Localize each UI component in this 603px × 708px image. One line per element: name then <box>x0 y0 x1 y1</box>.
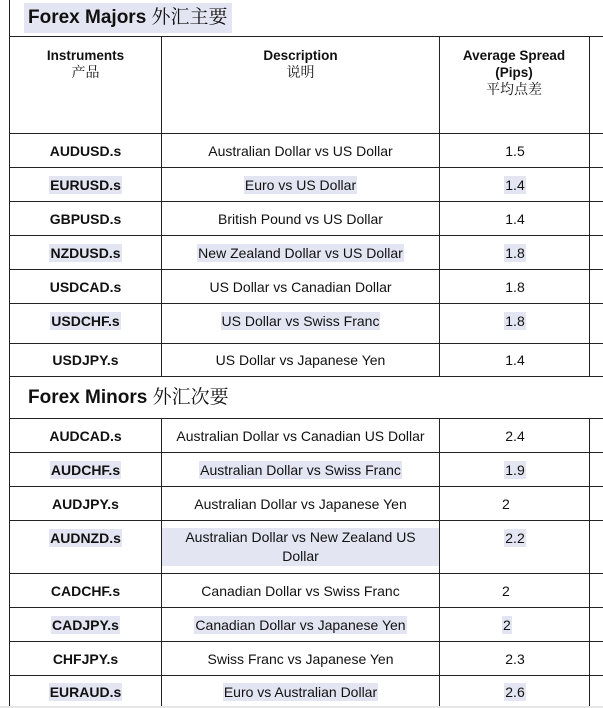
description-cell <box>162 202 439 235</box>
table-row <box>9 574 603 607</box>
instrument-code: USDCHF.s <box>51 312 120 329</box>
table-row <box>9 202 603 235</box>
spread-value: 1.4 <box>505 176 525 193</box>
spread-value: 1.5 <box>505 142 525 159</box>
description-cell <box>162 487 439 520</box>
spread-value: 2 <box>503 616 511 633</box>
description-cell <box>162 453 439 486</box>
instrument-cell <box>10 521 161 573</box>
description-cell <box>162 521 439 573</box>
table-row <box>9 344 603 376</box>
description-cell <box>162 574 439 607</box>
spread-cell <box>440 134 590 167</box>
description-cell <box>162 344 439 376</box>
instrument-cell <box>10 642 161 675</box>
description-cell <box>162 304 439 337</box>
instrument-cell <box>10 202 161 235</box>
description-text: British Pound vs US Dollar <box>218 210 383 227</box>
instrument-code: AUDNZD.s <box>50 530 121 546</box>
instrument-cell <box>10 134 161 167</box>
description-cell <box>162 642 439 675</box>
header-instruments-zh: 产品 <box>71 64 100 80</box>
description-text: US Dollar vs Swiss Franc <box>221 312 380 329</box>
description-text: Australian Dollar vs Canadian US Dollar <box>176 427 425 444</box>
table-row <box>9 270 603 303</box>
description-text: US Dollar vs Canadian Dollar <box>209 278 392 295</box>
spread-cell <box>440 574 590 607</box>
majors-title-en: Forex Majors <box>28 7 147 28</box>
instrument-code: NZDUSD.s <box>50 244 121 261</box>
description-text: US Dollar vs Japanese Yen <box>215 352 386 368</box>
spread-value: 2 <box>502 495 510 512</box>
header-average-spread <box>450 47 578 98</box>
table-row <box>9 236 603 269</box>
spread-value: 1.8 <box>505 244 525 261</box>
table-row <box>9 676 603 707</box>
description-text: Canadian Dollar vs Japanese Yen <box>195 616 406 633</box>
spread-value: 1.4 <box>505 352 525 368</box>
spread-cell <box>440 236 590 269</box>
instrument-code: EURUSD.s <box>50 176 121 193</box>
table-row <box>9 134 603 167</box>
header-instruments-en: Instruments <box>46 48 125 63</box>
header-spread-en: Average Spread (Pips) <box>462 48 566 80</box>
instrument-code: CHFJPY.s <box>52 650 119 667</box>
spread-value: 2 <box>502 582 510 599</box>
description-cell <box>162 236 439 269</box>
instrument-code: AUDCHF.s <box>50 461 121 478</box>
description-text: Australian Dollar vs US Dollar <box>208 142 393 159</box>
header-instruments <box>10 47 161 81</box>
spread-cell <box>440 168 590 201</box>
table-row <box>9 453 603 486</box>
spread-value: 2.6 <box>505 683 525 700</box>
description-cell <box>162 270 439 303</box>
spread-cell <box>440 453 590 486</box>
description-text: Euro vs Australian Dollar <box>223 683 378 700</box>
instrument-code: AUDUSD.s <box>49 142 122 159</box>
spread-cell <box>440 304 590 337</box>
instrument-code: CADCHF.s <box>50 582 121 599</box>
instrument-cell <box>10 676 161 707</box>
table-row <box>9 487 603 520</box>
instrument-cell <box>10 487 161 520</box>
description-cell <box>162 134 439 167</box>
spread-value: 2.3 <box>505 650 525 667</box>
spread-cell <box>440 419 590 452</box>
instrument-code: USDCAD.s <box>49 278 122 295</box>
spread-value: 2.2 <box>505 530 525 546</box>
spread-value: 1.8 <box>505 312 525 329</box>
spread-value: 1.9 <box>505 461 525 478</box>
description-text: Swiss Franc vs Japanese Yen <box>207 650 394 667</box>
instrument-code: EURAUD.s <box>49 683 122 700</box>
instrument-code: AUDJPY.s <box>52 495 119 512</box>
majors-section-title <box>24 3 232 33</box>
minors-section-title <box>24 383 233 413</box>
instrument-cell <box>10 419 161 452</box>
instrument-code: CADJPY.s <box>52 616 119 633</box>
instrument-code: AUDCAD.s <box>49 427 122 444</box>
spread-cell <box>440 608 590 641</box>
spread-cell <box>440 344 590 376</box>
description-text: Euro vs US Dollar <box>244 176 357 193</box>
header-description-zh: 说明 <box>286 64 315 80</box>
description-text: New Zealand Dollar vs US Dollar <box>198 244 403 261</box>
table-row <box>9 304 603 337</box>
description-text: Australian Dollar vs Swiss Franc <box>200 461 401 478</box>
spread-value: 2.4 <box>505 427 525 444</box>
instrument-code: GBPUSD.s <box>49 210 122 227</box>
spread-value: 1.8 <box>505 278 525 295</box>
spread-cell <box>440 202 590 235</box>
description-cell <box>162 419 439 452</box>
table-row <box>9 521 603 573</box>
spread-cell <box>440 270 590 303</box>
instrument-cell <box>10 608 161 641</box>
row-divider <box>9 36 603 37</box>
instrument-code: USDJPY.s <box>52 352 119 368</box>
table-row <box>9 168 603 201</box>
table-row <box>9 608 603 641</box>
spread-cell <box>440 487 590 520</box>
table-row <box>9 419 603 452</box>
description-text: Australian Dollar vs New Zealand US Dollar <box>162 528 439 566</box>
header-spread-zh: 平均点差 <box>486 81 542 97</box>
instrument-cell <box>10 453 161 486</box>
instrument-cell <box>10 270 161 303</box>
spread-value: 1.4 <box>505 210 525 227</box>
spread-cell <box>440 521 590 573</box>
table-row <box>9 642 603 675</box>
row-divider <box>9 376 603 377</box>
spread-cell <box>440 642 590 675</box>
instrument-cell <box>10 574 161 607</box>
description-cell <box>162 168 439 201</box>
instrument-cell <box>10 344 161 376</box>
header-description <box>162 47 439 81</box>
minors-title-en: Forex Minors <box>28 387 148 408</box>
spread-cell <box>440 676 590 707</box>
description-cell <box>162 676 439 707</box>
majors-title-zh: 外汇主要 <box>151 7 228 28</box>
instrument-cell <box>10 304 161 337</box>
instrument-cell <box>10 168 161 201</box>
description-cell <box>162 608 439 641</box>
minors-title-zh: 外汇次要 <box>152 387 229 408</box>
description-text: Canadian Dollar vs Swiss Franc <box>201 582 400 599</box>
instrument-cell <box>10 236 161 269</box>
header-description-en: Description <box>263 48 338 63</box>
description-text: Australian Dollar vs Japanese Yen <box>194 495 407 512</box>
